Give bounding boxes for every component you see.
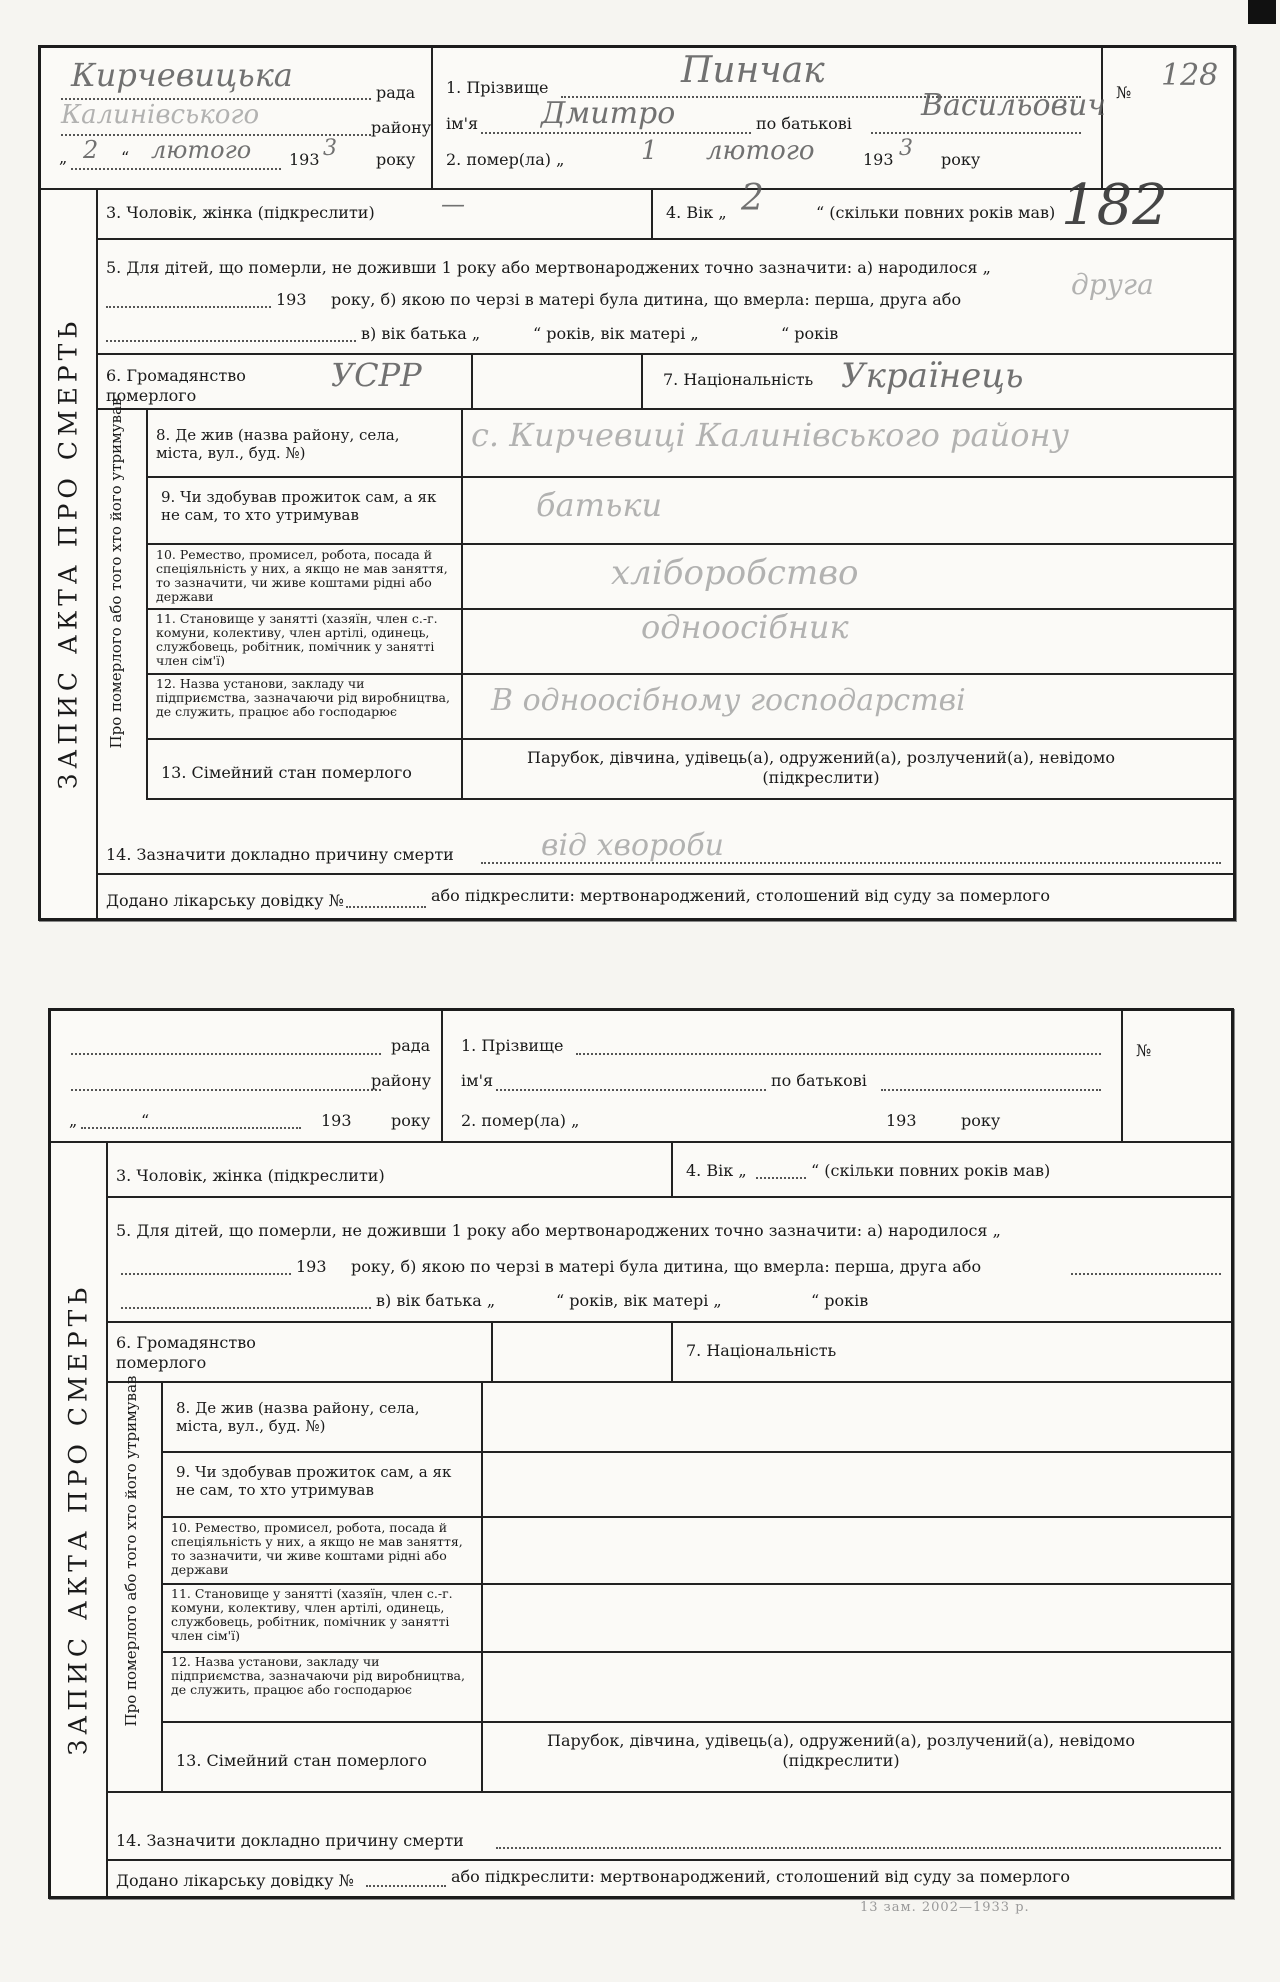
died-year-label: 193 xyxy=(886,1111,917,1130)
field-11-position: 11. Становище у занятті (хазяїн, член с.-г. комуни, колективу, член артілі, одинець, службовець, робітник, помічник у занятті член сім'ї) xyxy=(156,611,438,668)
handwritten-sex-dash: — xyxy=(441,190,465,218)
field-13-options: Парубок, дівчина, удівець(а), одружений(а), розлучений(а), невідомо (підкреслити) xyxy=(527,748,1115,787)
handwritten-supporter: батьки xyxy=(536,486,663,524)
field-5-year: 193 xyxy=(296,1257,327,1276)
field-5-father-years: “ років, вік матері „ xyxy=(533,324,699,343)
number-sign: № xyxy=(1136,1041,1152,1060)
patronymic-label: по батькові xyxy=(771,1071,867,1090)
name-label: ім'я xyxy=(461,1071,494,1090)
field-7-nationality: 7. Національність xyxy=(686,1341,837,1360)
died-year-suffix: року xyxy=(961,1111,1001,1130)
handwritten-rada: Кирчевицька xyxy=(71,56,293,94)
field-13-marital: 13. Сімейний стан померлого xyxy=(161,763,412,782)
handwritten-record-day: 2 xyxy=(83,136,99,164)
sidebar-title: ЗАПИС АКТА ПРО СМЕРТЬ xyxy=(63,1282,93,1755)
field-3-sex: 3. Чоловік, жінка (підкреслити) xyxy=(116,1166,385,1185)
date-close-quote: “ xyxy=(121,148,130,167)
field-11-position: 11. Становище у занятті (хазяїн, член с.-г. комуни, колективу, член артілі, одинець, службовець, робітник, помічник у занятті член сім'ї) xyxy=(171,1586,453,1643)
field-4-age: 4. Вік „ xyxy=(686,1161,747,1180)
field-8-residence: 8. Де жив (назва району, села, міста, вул., буд. №) xyxy=(176,1399,420,1435)
field-6-citizenship: 6. Громадянство померлого xyxy=(106,366,246,405)
field-13-options: Парубок, дівчина, удівець(а), одружений(а), розлучений(а), невідомо (підкреслити) xyxy=(547,1731,1135,1770)
field-5-mother-years: “ років xyxy=(811,1291,869,1310)
page-corner-mark xyxy=(1248,0,1276,24)
field-10-occupation: 10. Ремество, промисел, робота, посада й спеціяльність у них, а якщо не мав заняття, то зазначити, чи живе коштами рідні або держави xyxy=(171,1520,463,1577)
handwritten-institution: В одноосібному господарстві xyxy=(491,683,966,718)
died-label: 2. помер(ла) „ xyxy=(446,150,565,169)
vertical-label-deceased: Про померлого або того хто його утримував xyxy=(107,397,125,749)
handwritten-raion: Калинівського xyxy=(61,100,260,130)
field-9-livelihood: 9. Чи здобував прожиток сам, а як не сам, то хто утримував xyxy=(176,1463,452,1499)
date-open-quote: „ xyxy=(59,148,68,167)
handwritten-death-day: 1 xyxy=(641,136,658,166)
field-10-occupation: 10. Ремество, промисел, робота, посада й спеціяльність у них, а якщо не мав заняття, то зазначити, чи живе коштами рідні або держави xyxy=(156,547,448,604)
handwritten-record-year: 3 xyxy=(323,136,337,161)
date-close-quote: “ xyxy=(141,1111,150,1130)
footer-certificate: Додано лікарську довідку № xyxy=(106,891,344,910)
handwritten-record-month: лютого xyxy=(151,136,252,164)
record-year-label: 193 xyxy=(321,1111,352,1130)
died-year-suffix: року xyxy=(941,150,981,169)
sidebar xyxy=(51,1141,108,1896)
field-12-institution: 12. Назва установи, закладу чи підприємства, зазначаючи рід виробництва, де служить, працює або господарює xyxy=(156,676,450,719)
death-record-form-filled xyxy=(38,45,1236,921)
field-5-parents: в) вік батька „ xyxy=(376,1291,496,1310)
field-5-father-years: “ років, вік матері „ xyxy=(556,1291,722,1310)
death-record-form-blank xyxy=(48,1008,1234,1899)
name-label: ім'я xyxy=(446,114,479,133)
handwritten-age: 2 xyxy=(741,178,764,219)
handwritten-residence: с. Кирчевиці Калинівського району xyxy=(471,416,1070,454)
handwritten-margin-number: 182 xyxy=(1061,173,1168,238)
field-7-nationality: 7. Національність xyxy=(663,370,814,389)
handwritten-death-year: 3 xyxy=(899,136,913,161)
footer-stillborn: або підкреслити: мертвонароджений, столошений від суду за померлого xyxy=(451,1867,1071,1886)
field-5-parents: в) вік батька „ xyxy=(361,324,481,343)
handwritten-occupation: хліборобство xyxy=(611,553,859,593)
field-3-sex: 3. Чоловік, жінка (підкреслити) xyxy=(106,203,375,222)
field-5-order: року, б) якою по черзі в матері була дитина, що вмерла: перша, друга або xyxy=(351,1257,982,1276)
handwritten-cause: від хвороби xyxy=(541,828,724,863)
date-open-quote: „ xyxy=(69,1111,78,1130)
rada-label: рада xyxy=(376,83,416,102)
handwritten-patronymic: Васильович xyxy=(921,88,1106,123)
handwritten-nationality: Українець xyxy=(841,356,1024,396)
handwritten-name: Дмитро xyxy=(541,96,676,131)
field-5-infants: 5. Для дітей, що померли, не доживши 1 року або мертвонароджених точно зазначити: а) народилося „ xyxy=(116,1221,1001,1240)
record-year-suffix: року xyxy=(376,150,416,169)
handwritten-citizenship: УСРР xyxy=(331,356,422,394)
handwritten-surname: Пинчак xyxy=(681,50,825,91)
footer-certificate: Додано лікарську довідку № xyxy=(116,1871,354,1890)
handwritten-record-number: 128 xyxy=(1161,58,1219,93)
died-label: 2. помер(ла) „ xyxy=(461,1111,580,1130)
number-sign: № xyxy=(1116,83,1132,102)
field-5-infants: 5. Для дітей, що померли, не доживши 1 року або мертвонароджених точно зазначити: а) народилося „ xyxy=(106,258,991,277)
record-year-suffix: року xyxy=(391,1111,431,1130)
vertical-label-deceased: Про померлого або того хто його утримував xyxy=(122,1375,140,1727)
field-9-livelihood: 9. Чи здобував прожиток сам, а як не сам, то хто утримував xyxy=(161,488,437,524)
field-14-cause: 14. Зазначити докладно причину смерти xyxy=(106,845,454,864)
field-8-residence: 8. Де жив (назва району, села, міста, вул., буд. №) xyxy=(156,426,400,462)
record-year-label: 193 xyxy=(289,150,320,169)
field-5-mother-years: “ років xyxy=(781,324,839,343)
print-order-note: 13 зам. 2002—1933 р. xyxy=(860,1900,1030,1915)
handwritten-order: друга xyxy=(1071,268,1154,301)
raion-label: району xyxy=(371,118,432,137)
rada-label: рада xyxy=(391,1036,431,1055)
patronymic-label: по батькові xyxy=(756,114,852,133)
handwritten-position: одноосібник xyxy=(641,608,849,646)
header-divider xyxy=(41,188,1233,190)
field-13-marital: 13. Сімейний стан померлого xyxy=(176,1751,427,1770)
footer-stillborn: або підкреслити: мертвонароджений, столошений від суду за померлого xyxy=(431,886,1051,905)
header-col-divider xyxy=(431,48,433,188)
surname-label: 1. Прізвище xyxy=(461,1036,564,1055)
field-4-age-suffix: “ (скільки повних років мав) xyxy=(811,1161,1051,1180)
field-12-institution: 12. Назва установи, закладу чи підприємства, зазначаючи рід виробництва, де служить, працює або господарює xyxy=(171,1654,465,1697)
died-year-label: 193 xyxy=(863,150,894,169)
sidebar-title: ЗАПИС АКТА ПРО СМЕРТЬ xyxy=(53,316,83,790)
field-5-year: 193 xyxy=(276,290,307,309)
surname-label: 1. Прізвище xyxy=(446,78,549,97)
field-4-age: 4. Вік „ xyxy=(666,203,727,222)
field-4-age-suffix: “ (скільки повних років мав) xyxy=(816,203,1056,222)
raion-label: району xyxy=(371,1071,432,1090)
sidebar xyxy=(41,188,98,918)
field-6-citizenship: 6. Громадянство померлого xyxy=(116,1333,256,1372)
field-5-order: року, б) якою по черзі в матері була дитина, що вмерла: перша, друга або xyxy=(331,290,962,309)
handwritten-death-month: лютого xyxy=(706,136,815,166)
field-14-cause: 14. Зазначити докладно причину смерти xyxy=(116,1831,464,1850)
